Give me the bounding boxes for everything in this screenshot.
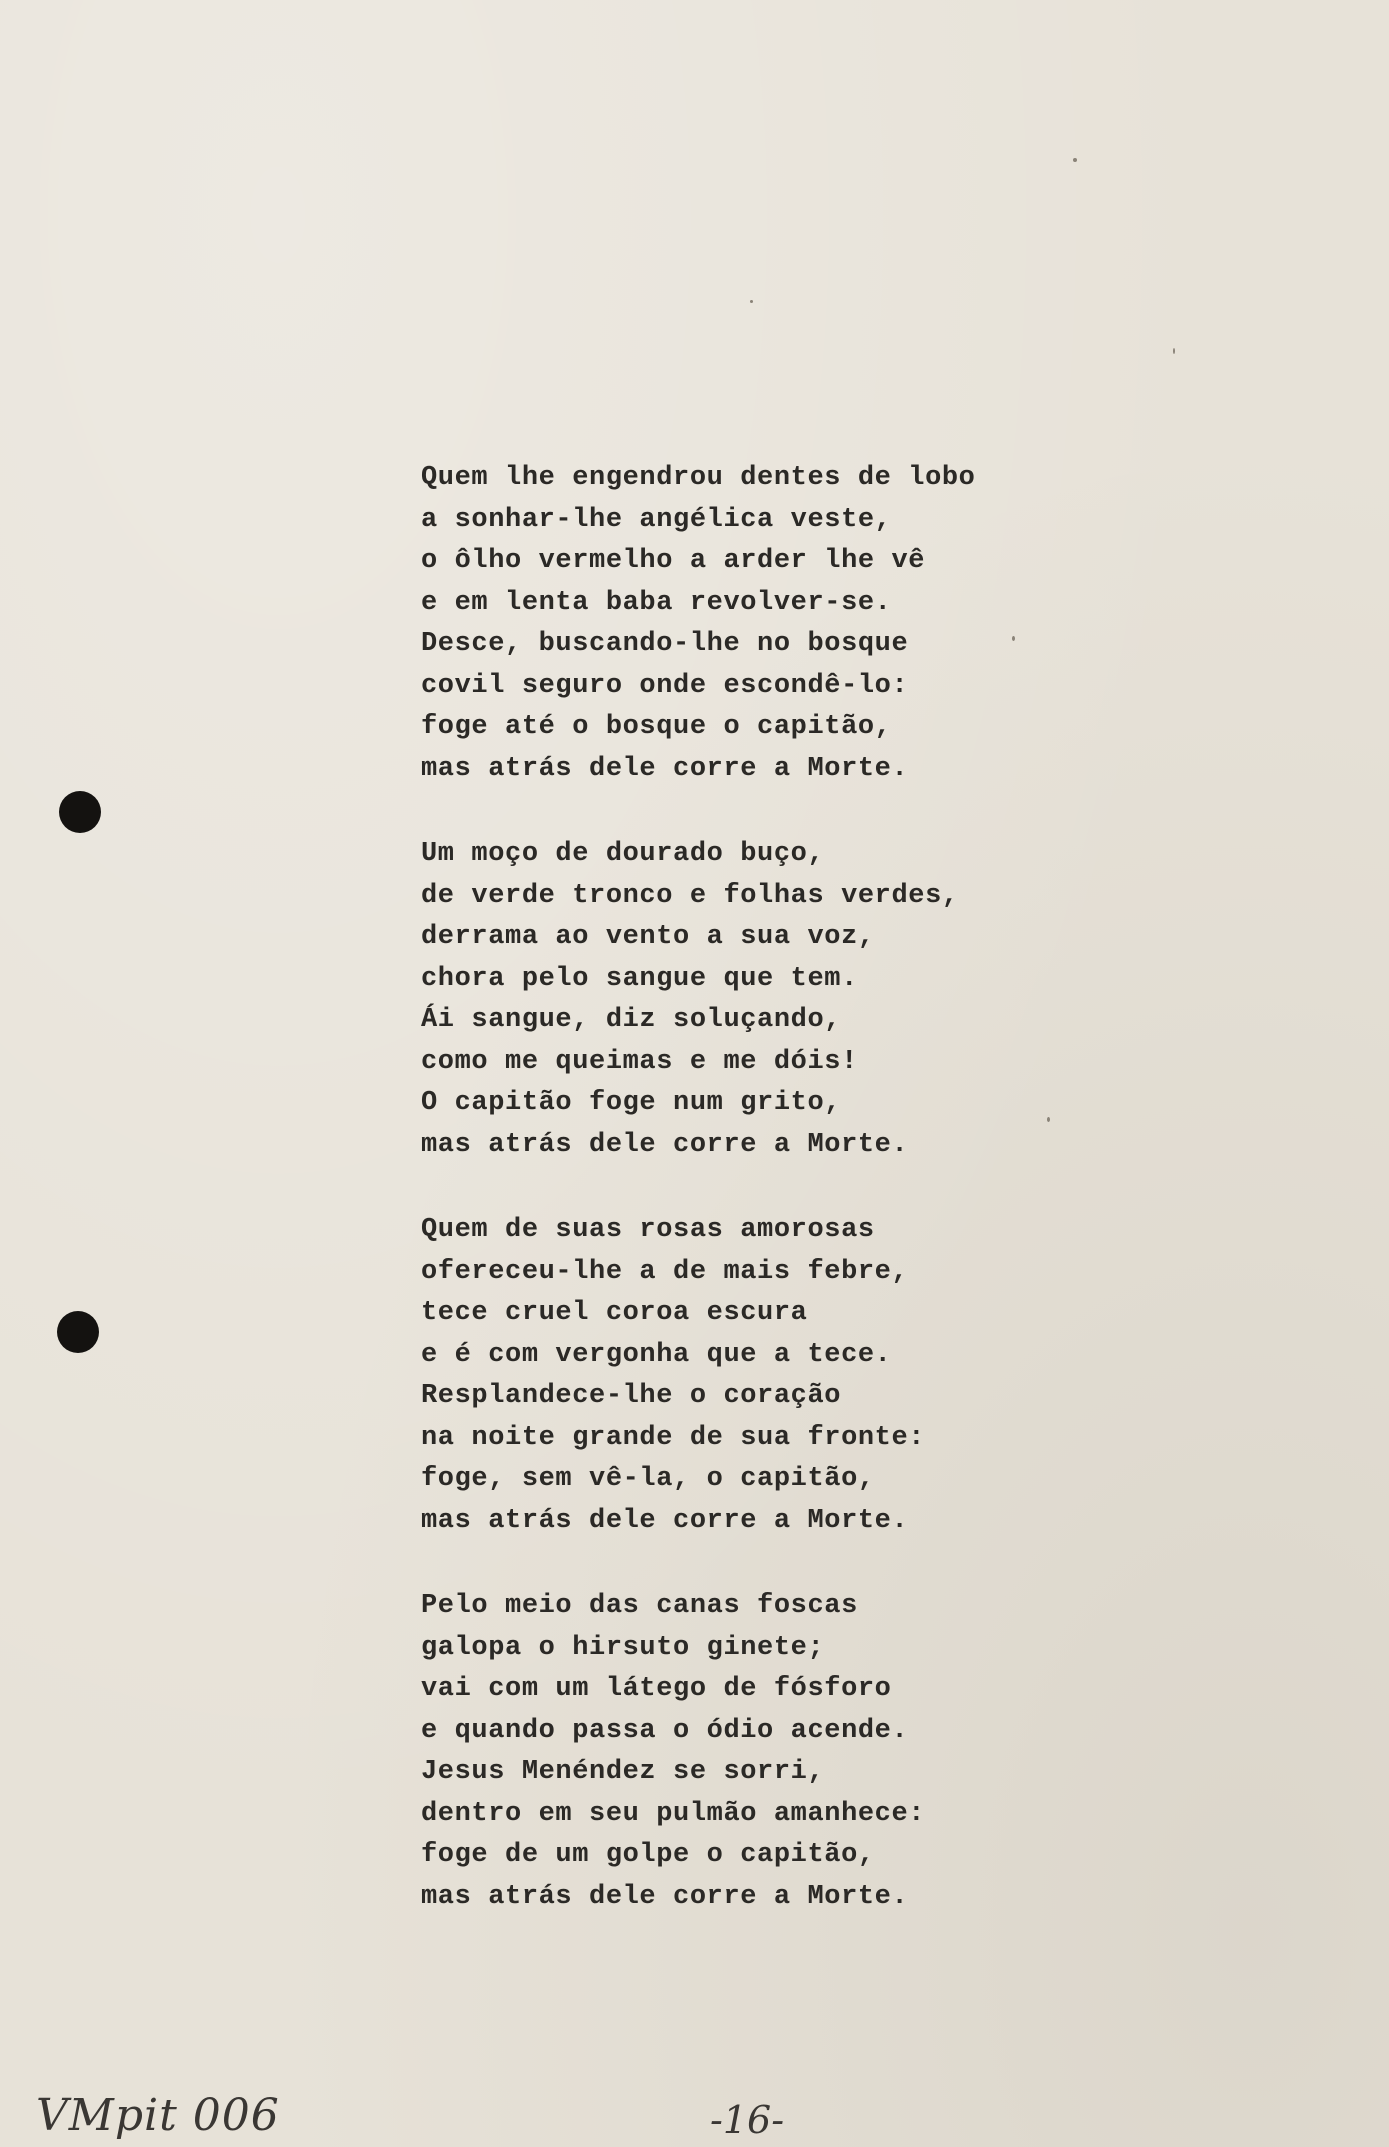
poem-line: na noite grande de sua fronte: <box>421 1422 926 1453</box>
paper-speck <box>1073 158 1077 162</box>
punch-hole-lower <box>57 1311 99 1353</box>
handwritten-annotation: VMpit 006 <box>36 2090 280 2141</box>
poem-line: mas atrás dele corre a Morte. <box>421 753 909 784</box>
poem-line: Ái sangue, diz soluçando, <box>421 1005 842 1035</box>
poem-line: como me queimas e me dóis! <box>421 1046 858 1077</box>
poem-line: tece cruel coroa escura <box>421 1298 808 1328</box>
poem-line: chora pelo sangue que tem. <box>421 963 858 994</box>
poem-line: derrama ao vento a sua voz, <box>421 922 875 952</box>
poem-line: galopa o hirsuto ginete; <box>421 1632 825 1663</box>
poem-body <box>421 458 1181 1962</box>
stanza <box>421 458 1181 790</box>
poem-line: Resplandece-lhe o coração <box>421 1381 842 1411</box>
punch-hole-upper <box>59 791 101 833</box>
paper-speck <box>750 300 753 303</box>
poem-line: covil seguro onde escondê-lo: <box>421 670 909 701</box>
poem-line: ofereceu-lhe a de mais febre, <box>421 1256 909 1287</box>
stanza <box>421 1210 1181 1542</box>
poem-line: foge de um golpe o capitão, <box>421 1840 875 1870</box>
poem-line: mas atrás dele corre a Morte. <box>421 1881 909 1912</box>
poem-line: vai com um látego de fósforo <box>421 1674 892 1704</box>
poem-line: dentro em seu pulmão amanhece: <box>421 1798 926 1829</box>
poem-line: e é com vergonha que a tece. <box>421 1339 892 1370</box>
poem-line: a sonhar-lhe angélica veste, <box>421 504 892 535</box>
poem-line: de verde tronco e folhas verdes, <box>421 880 959 911</box>
poem-line: O capitão foge num grito, <box>421 1088 842 1118</box>
poem-line: Desce, buscando-lhe no bosque <box>421 629 909 659</box>
poem-line: e em lenta baba revolver-se. <box>421 587 892 618</box>
page-number: -16- <box>710 2098 785 2142</box>
poem-line: Pelo meio das canas foscas <box>421 1591 858 1621</box>
poem-line: foge, sem vê-la, o capitão, <box>421 1464 875 1494</box>
stanza <box>421 834 1181 1166</box>
poem-line: mas atrás dele corre a Morte. <box>421 1505 909 1536</box>
poem-line: e quando passa o ódio acende. <box>421 1715 909 1746</box>
stanza <box>421 1586 1181 1918</box>
paper-speck <box>1173 348 1175 354</box>
poem-line: Jesus Menéndez se sorri, <box>421 1757 825 1787</box>
poem-line: mas atrás dele corre a Morte. <box>421 1129 909 1160</box>
poem-line: o ôlho vermelho a arder lhe vê <box>421 546 926 576</box>
poem-line: Um moço de dourado buço, <box>421 839 825 869</box>
poem-line: foge até o bosque o capitão, <box>421 712 892 742</box>
poem-line: Quem de suas rosas amorosas <box>421 1215 875 1245</box>
poem-line: Quem lhe engendrou dentes de lobo <box>421 463 976 493</box>
